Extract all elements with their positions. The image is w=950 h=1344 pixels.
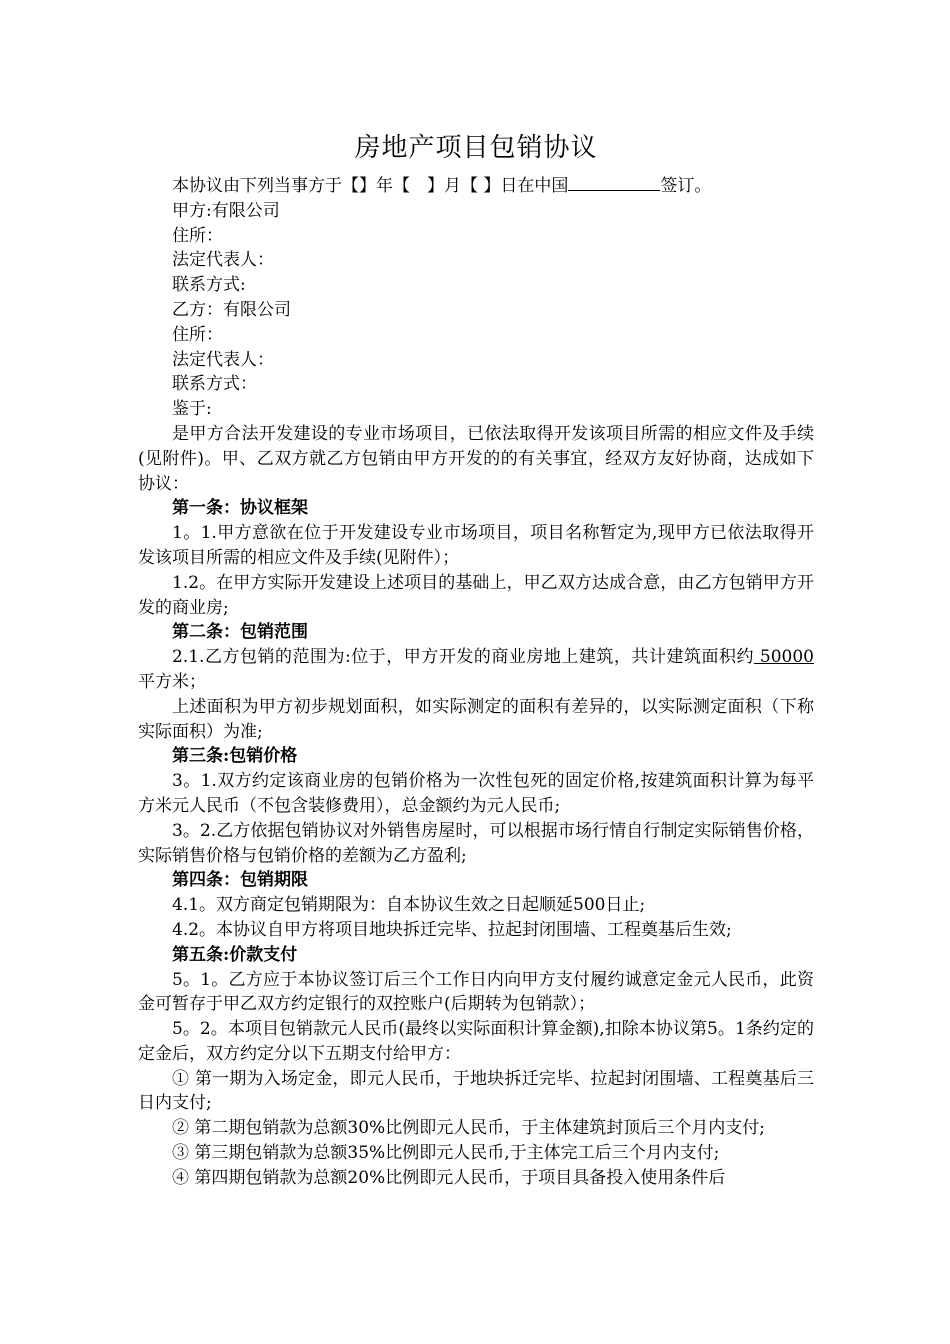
intro-text: 本协议由下列当事方于【】年【 】月【 】日在中国 bbox=[172, 176, 569, 196]
article-4-clause-2: 4.2。本协议自甲方将项目地块拆迁完毕、拉起封闭围墙、工程奠基后生效; bbox=[172, 919, 732, 940]
payment-stage-3: ③ 第三期包销款为总额35%比例即元人民币,于主体完工后三个月内支付; bbox=[172, 1143, 720, 1164]
article-2-clause-2: 上述面积为甲方初步规划面积，如实际测定的面积有差异的，以实际测定面积（下称实际面积）为准; bbox=[138, 696, 814, 742]
party-a-contact: 联系方式: bbox=[172, 275, 246, 296]
party-a-name: 甲方:有限公司 bbox=[172, 200, 280, 221]
party-b-address: 住所： bbox=[172, 324, 223, 345]
article-3-heading: 第三条:包销价格 bbox=[172, 746, 298, 767]
location-blank bbox=[568, 174, 660, 191]
party-a-legal-rep: 法定代表人： bbox=[172, 250, 274, 271]
article-2-clause-1 bbox=[138, 645, 814, 695]
area-value: 50000 bbox=[754, 647, 814, 668]
article-5-clause-2: 5。2。本项目包销款元人民币(最终以实际面积计算金额),扣除本协议第5。1条约定的定金后，双方约定分以下五期支付给甲方： bbox=[138, 1019, 814, 1064]
payment-stage-4: ④ 第四期包销款为总额20%比例即元人民币，于项目具备投入使用条件后 bbox=[172, 1167, 726, 1188]
party-b-contact: 联系方式： bbox=[172, 374, 257, 395]
article-1-clause-1: 1。1.甲方意欲在位于开发建设专业市场项目，项目名称暂定为,现甲方已依法取得开发该项目所需的相应文件及手续(见附件）； bbox=[138, 523, 814, 568]
article-5-heading: 第五条:价款支付 bbox=[172, 944, 298, 965]
payment-stage-1: ① 第一期为入场定金，即元人民币，于地块拆迁完毕、拉起封闭围墙、工程奠基后三日内支付; bbox=[138, 1068, 814, 1114]
article-4-heading: 第四条：包销期限 bbox=[172, 870, 308, 891]
whereas-label: 鉴于: bbox=[172, 399, 212, 420]
preamble-paragraph: 是甲方合法开发建设的专业市场项目，已依法取得开发该项目所需的相应文件及手续(见附件)。甲、乙双方就乙方包销由甲方开发的的有关事宜，经双方友好协商，达成如下协议： bbox=[138, 423, 814, 494]
article-1-clause-2: 1.2。在甲方实际开发建设上述项目的基础上，甲乙双方达成合意，由乙方包销甲方开发的商业房; bbox=[138, 572, 814, 618]
article-4-clause-1: 4.1。双方商定包销期限为：自本协议生效之日起顺延500日止; bbox=[172, 895, 646, 916]
intro-text-end: 签订。 bbox=[660, 176, 712, 196]
article-1-heading: 第一条：协议框架 bbox=[172, 498, 308, 519]
party-b-legal-rep: 法定代表人： bbox=[172, 349, 274, 370]
article-3-clause-2: 3。2.乙方依据包销协议对外销售房屋时，可以根据市场行情自行制定实际销售价格，实际销售价格与包销价格的差额为乙方盈利; bbox=[138, 820, 814, 866]
party-a-address: 住所： bbox=[172, 225, 223, 246]
article-5-clause-1: 5。1。乙方应于本协议签订后三个工作日内向甲方支付履约诚意定金元人民币，此资金可暂存于甲乙双方约定银行的双控账户(后期转为包销款）； bbox=[138, 969, 814, 1015]
payment-stage-2: ② 第二期包销款为总额30%比例即元人民币，于主体建筑封顶后三个月内支付; bbox=[172, 1118, 765, 1139]
article-2-heading: 第二条：包销范围 bbox=[172, 622, 308, 643]
article-2-clause-1-text: 2.1.乙方包销的范围为:位于，甲方开发的商业房地上建筑，共计建筑面积约 bbox=[172, 647, 754, 668]
intro-paragraph bbox=[138, 174, 814, 199]
document-page bbox=[138, 128, 814, 1191]
article-3-clause-1: 3。1.双方约定该商业房的包销价格为一次性包死的固定价格,按建筑面积计算为每平方米元人民币（不包含装修费用），总金额约为元人民币; bbox=[138, 771, 814, 816]
article-2-clause-1-unit: 平方米； bbox=[138, 671, 206, 692]
party-b-name: 乙方：有限公司 bbox=[172, 299, 291, 320]
document-title: 房地产项目包销协议 bbox=[354, 133, 598, 163]
